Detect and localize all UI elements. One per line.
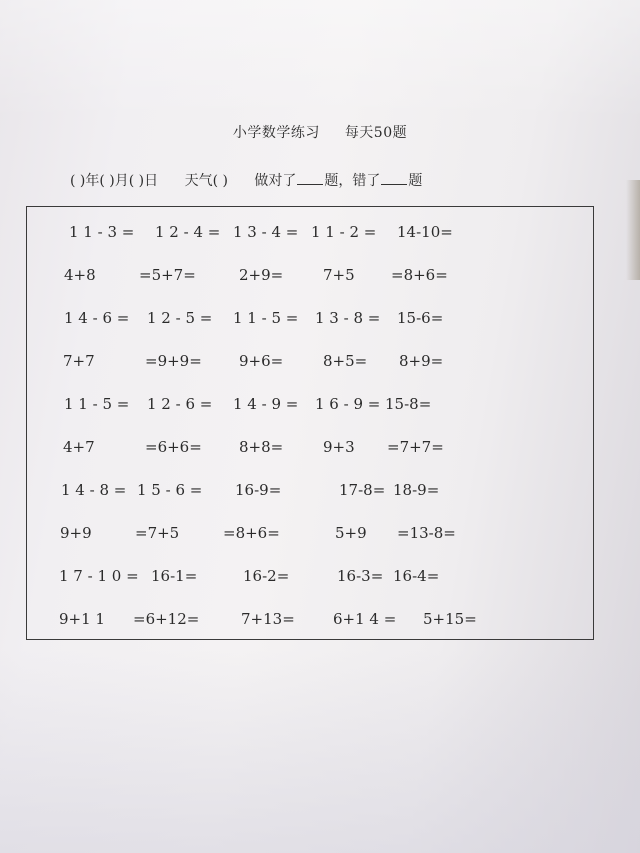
problem: 9+3 bbox=[323, 438, 355, 456]
wrong-suffix: 题 bbox=[408, 173, 423, 189]
problem: 16-4= bbox=[393, 567, 440, 585]
info-line bbox=[70, 170, 570, 190]
problem: =9+9= bbox=[145, 352, 202, 370]
problem: 9+9 bbox=[60, 524, 92, 542]
problem: 18-9= bbox=[393, 481, 440, 499]
problem: 8+8= bbox=[239, 438, 284, 456]
problem: 1 2 - 6 = bbox=[147, 395, 213, 413]
problem: =6+6= bbox=[145, 438, 202, 456]
problem: =7+7= bbox=[387, 438, 444, 456]
score-field bbox=[254, 170, 422, 190]
wrong-blank bbox=[381, 172, 407, 185]
problem-row bbox=[27, 223, 595, 253]
problem-row bbox=[27, 352, 595, 382]
problem: 1 3 - 4 = bbox=[233, 223, 299, 241]
problem-row bbox=[27, 266, 595, 296]
problem: 1 7 - 1 0 = bbox=[59, 567, 139, 585]
problem-row bbox=[27, 395, 595, 425]
problem: 5+9 bbox=[335, 524, 367, 542]
problem: 6+1 4 = bbox=[333, 610, 397, 628]
problem: 17-8= bbox=[339, 481, 386, 499]
weather-field: 天气( ) bbox=[184, 173, 228, 189]
problem: 16-3= bbox=[337, 567, 384, 585]
problem-row bbox=[27, 438, 595, 468]
problem: =13-8= bbox=[397, 524, 456, 542]
problem: 1 4 - 9 = bbox=[233, 395, 299, 413]
subtitle-text: 每天50题 bbox=[344, 125, 408, 141]
problem: 1 1 - 3 = bbox=[69, 223, 135, 241]
problem-box bbox=[26, 206, 594, 640]
problem-row bbox=[27, 610, 595, 640]
problem: 5+15= bbox=[423, 610, 477, 628]
problem: 9+6= bbox=[239, 352, 284, 370]
problem: =7+5 bbox=[135, 524, 180, 542]
paper-shadow bbox=[0, 650, 640, 853]
problem: 9+1 1 bbox=[59, 610, 105, 628]
problem: 7+13= bbox=[241, 610, 295, 628]
problem: 1 2 - 5 = bbox=[147, 309, 213, 327]
problem: 16-9= bbox=[235, 481, 282, 499]
title-text: 小学数学练习 bbox=[232, 125, 320, 141]
problem-row bbox=[27, 481, 595, 511]
problem: 15-6= bbox=[397, 309, 444, 327]
problem: =8+6= bbox=[391, 266, 448, 284]
problem-row bbox=[27, 524, 595, 554]
problem: 7+7 bbox=[63, 352, 95, 370]
problem: 1 2 - 4 = bbox=[155, 223, 221, 241]
problem-row bbox=[27, 567, 595, 597]
problem: 8+5= bbox=[323, 352, 368, 370]
problem: =8+6= bbox=[223, 524, 280, 542]
paper-edge bbox=[626, 180, 640, 280]
problem: 2+9= bbox=[239, 266, 284, 284]
problem: 1 3 - 8 = bbox=[315, 309, 381, 327]
problem: =5+7= bbox=[139, 266, 196, 284]
date-field: ( )年( )月( )日 bbox=[70, 173, 159, 189]
problem: 14-10= bbox=[397, 223, 453, 241]
problem: =6+12= bbox=[133, 610, 200, 628]
problem: 1 5 - 6 = bbox=[137, 481, 203, 499]
problem: 1 1 - 2 = bbox=[311, 223, 377, 241]
problem: 1 4 - 8 = bbox=[61, 481, 127, 499]
worksheet-title bbox=[0, 122, 640, 142]
paper-highlight bbox=[0, 0, 640, 120]
problem: 1 1 - 5 = bbox=[233, 309, 299, 327]
correct-suffix: 题，错了 bbox=[324, 173, 381, 189]
problem: 7+5 bbox=[323, 266, 355, 284]
problem: 1 4 - 6 = bbox=[64, 309, 130, 327]
problem: 16-2= bbox=[243, 567, 290, 585]
problem: 4+7 bbox=[63, 438, 95, 456]
problem-row bbox=[27, 309, 595, 339]
problem: 1 6 - 9 = bbox=[315, 395, 381, 413]
problem: 8+9= bbox=[399, 352, 444, 370]
problem: 4+8 bbox=[64, 266, 96, 284]
problem: 16-1= bbox=[151, 567, 198, 585]
correct-blank bbox=[297, 172, 323, 185]
problem: 15-8= bbox=[385, 395, 432, 413]
correct-prefix: 做对了 bbox=[254, 173, 297, 189]
problem: 1 1 - 5 = bbox=[64, 395, 130, 413]
